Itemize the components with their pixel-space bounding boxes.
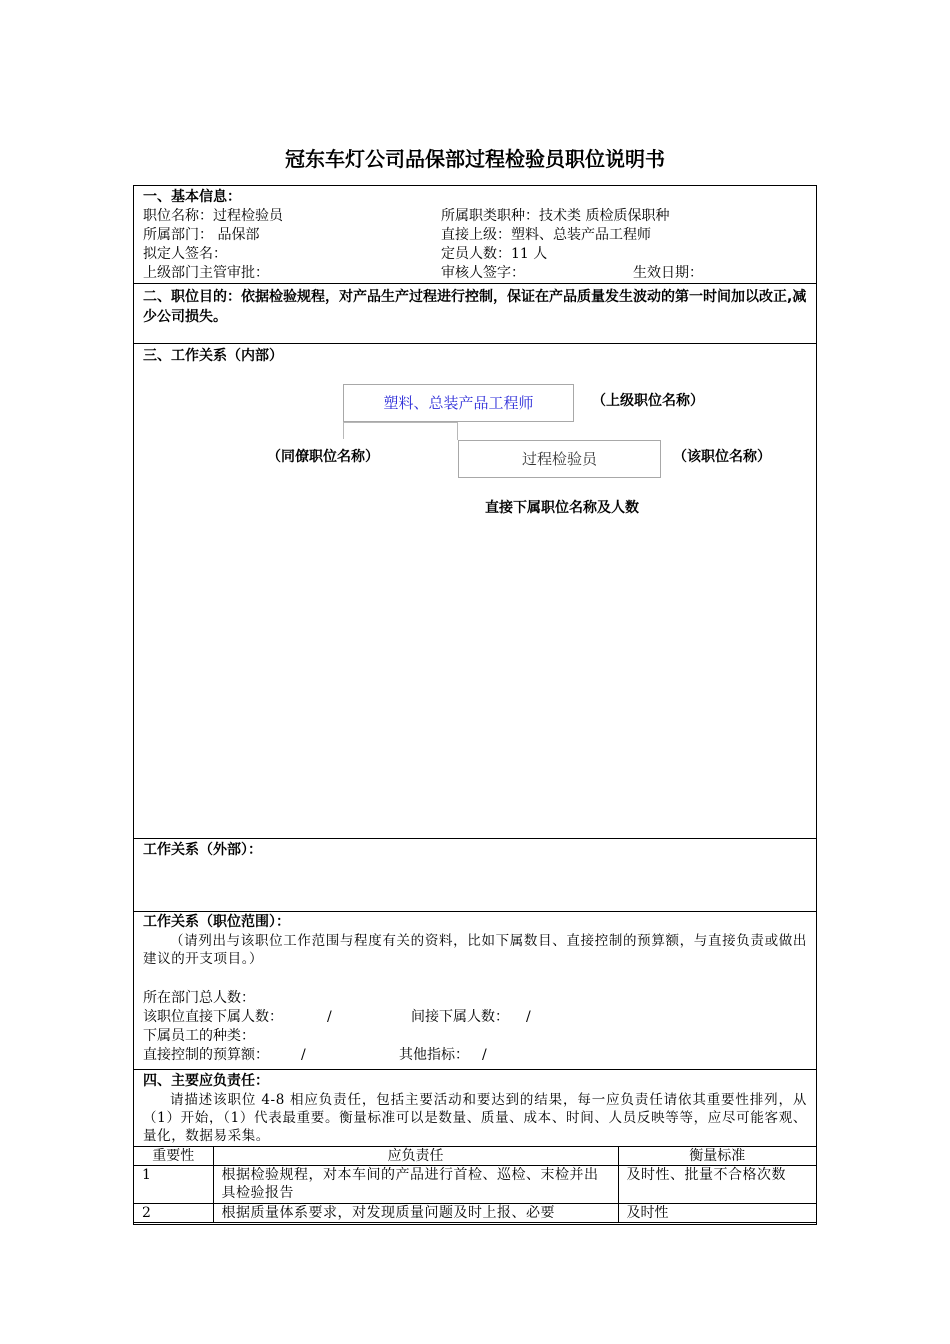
basic-info-heading: 一、基本信息： xyxy=(143,189,241,205)
direct-sub-value: / xyxy=(327,1009,332,1025)
internal-relations-section xyxy=(134,344,816,839)
measure-cell: 及时性 xyxy=(618,1204,816,1223)
scope-section xyxy=(134,912,816,1070)
supervisor-approval: 上级部门主管审批： xyxy=(143,265,269,281)
responsibilities-heading: 四、主要应负责任： xyxy=(143,1073,269,1089)
self-caption: （该职位名称） xyxy=(673,449,771,465)
indirect-sub-label: 间接下属人数： xyxy=(411,1009,509,1025)
page-title: 冠东车灯公司品保部过程检验员职位说明书 xyxy=(285,147,665,171)
responsibilities-table xyxy=(134,1146,816,1223)
dept-total: 所在部门总人数： xyxy=(143,990,255,1006)
scope-heading: 工作关系（职位范围）： xyxy=(143,914,290,930)
superior-caption: （上级职位名称） xyxy=(592,393,704,409)
job-description-form xyxy=(133,185,817,1225)
external-relations-heading: 工作关系（外部）： xyxy=(143,842,262,858)
superior-position-box: 塑料、总装产品工程师 xyxy=(343,384,574,422)
table-row xyxy=(134,1204,816,1223)
job-category: 所属职类职种：技术类 质检质保职种 xyxy=(441,208,670,224)
responsibilities-section xyxy=(134,1070,816,1146)
department: 所属部门： 品保部 xyxy=(143,227,260,243)
scope-instruction: （请列出与该职位工作范围与程度有关的资料，比如下属数目、直接控制的预算额，与直接负责或做出建议的开支项目。） xyxy=(143,933,807,967)
external-relations-section xyxy=(134,839,816,912)
measure-cell: 及时性、批量不合格次数 xyxy=(618,1166,816,1204)
budget-value: / xyxy=(301,1047,306,1063)
drafter-sign: 拟定人签名： xyxy=(143,246,227,262)
other-value: / xyxy=(482,1047,487,1063)
budget-label: 直接控制的预算额： xyxy=(143,1047,269,1063)
direct-sub-label: 该职位直接下属人数： xyxy=(143,1009,283,1025)
column-header: 衡量标准 xyxy=(618,1147,816,1166)
table-row xyxy=(134,1166,816,1204)
purpose-text: 二、职位目的：依据检验规程，对产品生产过程进行控制，保证在产品质量发生波动的第一时间加以改正,减少公司损失。 xyxy=(143,289,807,325)
duty-cell: 根据检验规程，对本车间的产品进行首检、巡检、末检并出具检验报告 xyxy=(213,1166,618,1204)
purpose-section xyxy=(134,284,816,344)
org-connector-horizontal xyxy=(343,422,458,423)
basic-info-section xyxy=(134,186,816,284)
other-label: 其他指标： xyxy=(399,1047,469,1063)
sub-types: 下属员工的种类： xyxy=(143,1028,255,1044)
table-header-row xyxy=(134,1147,816,1166)
org-connector-mid xyxy=(457,422,458,440)
internal-relations-heading: 三、工作关系（内部） xyxy=(143,348,283,364)
reviewer-sign: 审核人签字： xyxy=(441,265,525,281)
indirect-sub-value: / xyxy=(526,1009,531,1025)
position-name: 职位名称：过程检验员 xyxy=(143,208,283,224)
org-connector-left xyxy=(343,422,344,439)
rank-cell: 2 xyxy=(134,1204,213,1223)
responsibilities-instruction: 请描述该职位 4-8 相应负责任，包括主要活动和要达到的结果，每一应负责任请依其重要性排列，从（1）开始，（1）代表最重要。衡量标准可以是数量、质量、成本、时间、人员反映等等，应尽可能客观、量化，数据易采集。 xyxy=(143,1092,807,1144)
effective-date: 生效日期： xyxy=(633,265,703,281)
headcount: 定员人数：11 人 xyxy=(441,246,548,262)
column-header: 应负责任 xyxy=(213,1147,618,1166)
self-position-box: 过程检验员 xyxy=(458,440,661,478)
duty-cell: 根据质量体系要求，对发现质量问题及时上报、必要 xyxy=(213,1204,618,1223)
subordinate-caption: 直接下属职位名称及人数 xyxy=(485,500,639,516)
rank-cell: 1 xyxy=(134,1166,213,1204)
direct-superior: 直接上级：塑料、总装产品工程师 xyxy=(441,227,651,243)
peer-caption: （同僚职位名称） xyxy=(267,449,379,465)
column-header: 重要性 xyxy=(134,1147,213,1166)
